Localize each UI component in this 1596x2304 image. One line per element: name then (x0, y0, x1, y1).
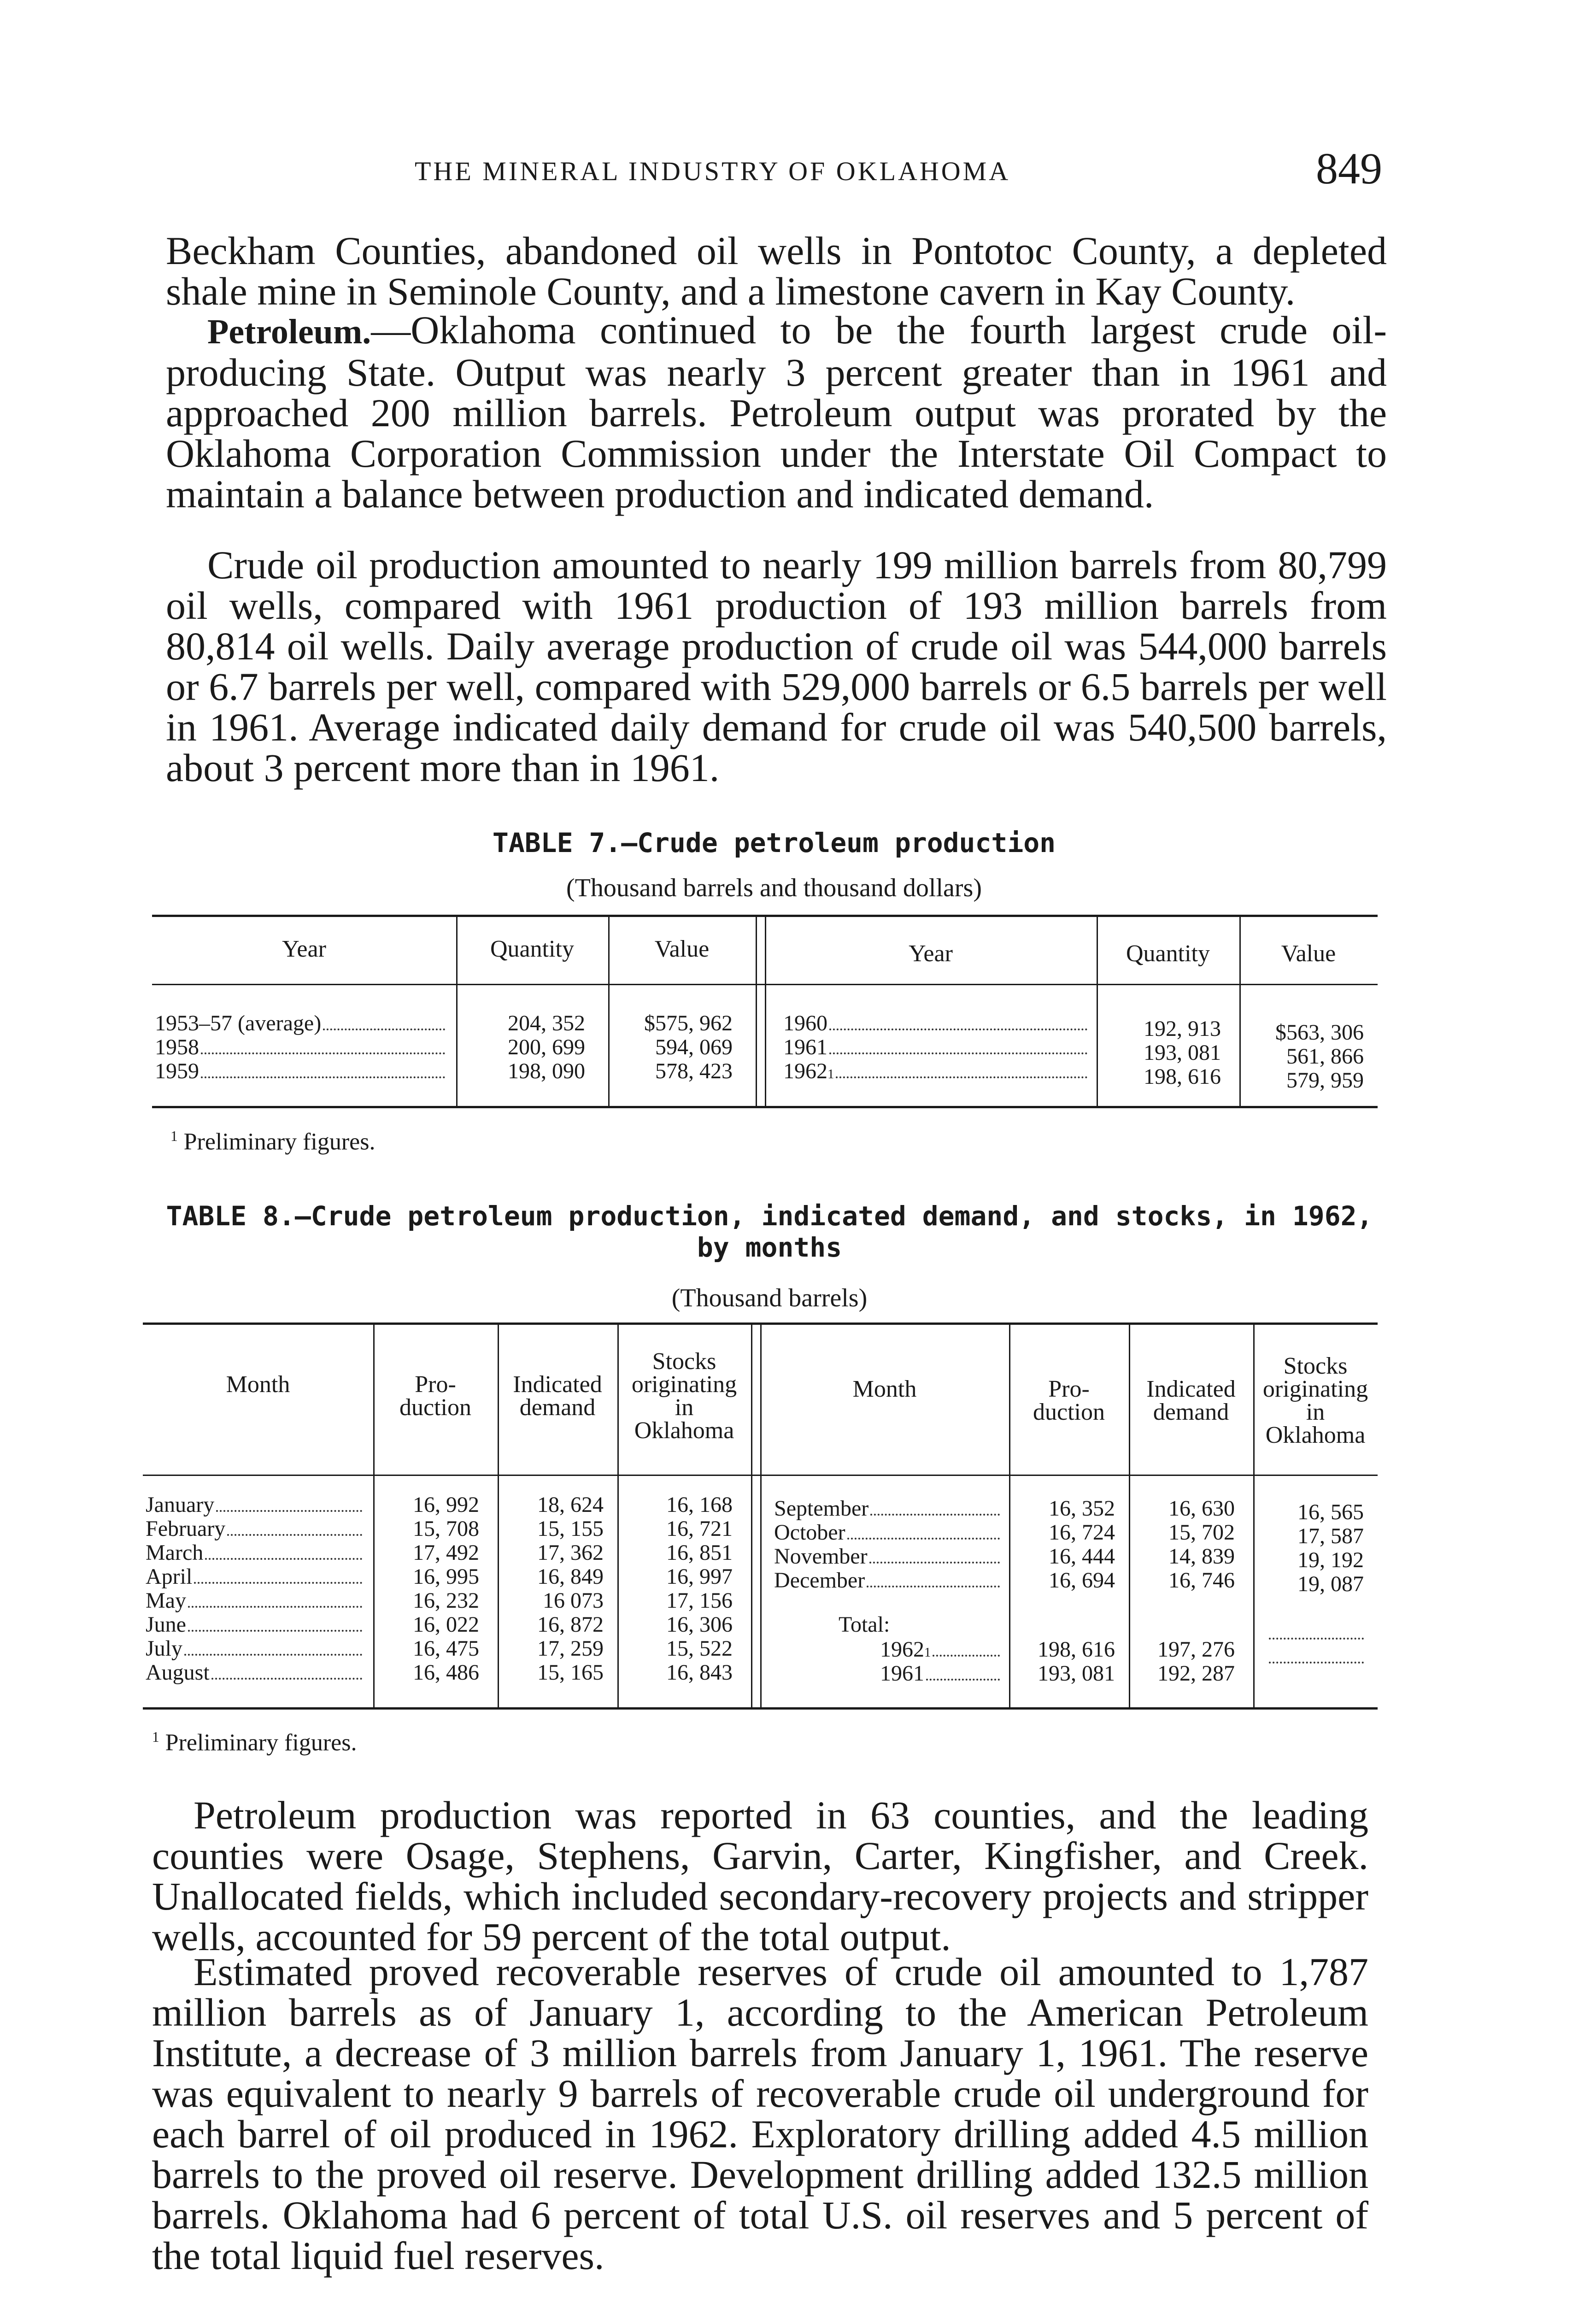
table8-title: TABLE 8.—Crude petroleum production, indicated demand, and stocks, in 1962, by months (166, 1200, 1373, 1263)
table8-header-month: Month (226, 1371, 290, 1398)
table8-total-production: 198, 616 193, 081 (1038, 1637, 1115, 1686)
table-row: May (146, 1589, 362, 1613)
table7-header-year: Year (282, 936, 326, 962)
table8-header-month-right: Month (852, 1376, 917, 1402)
table8-total-label: Total: (839, 1612, 890, 1637)
table-row: 1961 (783, 1035, 1087, 1059)
table-row: March (146, 1541, 362, 1565)
table8-left-months (146, 1493, 362, 1685)
running-title: THE MINERAL INDUSTRY OF OKLAHOMA (415, 156, 1011, 186)
table7-subtitle: (Thousand barrels and thousand dollars) (566, 874, 982, 902)
table8-right-demand: 16, 630 15, 702 14, 839 16, 746 (1168, 1496, 1235, 1593)
table8-header-stocks: Stocks originating in Oklahoma (631, 1348, 737, 1444)
table7-left-years (155, 1011, 445, 1083)
table8 (143, 1322, 1378, 1719)
paragraph-counties (152, 1795, 1368, 1957)
table8-right-stocks: 16, 565 17, 587 19, 192 19, 087 (1297, 1500, 1364, 1596)
table-row: 1958 (155, 1035, 445, 1059)
paragraph-text: —Oklahoma continued to be the fourth largest crude oil-producing State. Output was nearly 3 percent greater than in 1961 and approached 200 million barrels. Petroleum output was prorated by the Oklahoma Corporation Commission under the Interstate Oil Compact to maintain a balance between production and indicated demand. (166, 308, 1387, 516)
table-row: January (146, 1493, 362, 1517)
table8-left-demand: 18, 624 15, 155 17, 362 16, 849 16 073 16, 872 17, 259 15, 165 (537, 1493, 604, 1685)
page-number: 849 (1316, 144, 1382, 193)
table-row: 1959 (155, 1059, 445, 1083)
table8-header-production-right: Pro- duction (1033, 1376, 1105, 1425)
table8-total-stocks-blank (1267, 1638, 1364, 1686)
table7-left-value: $575, 962 594, 069 578, 423 (644, 1011, 733, 1083)
table-row: 1962 1 (783, 1059, 1087, 1083)
table7-header-quantity: Quantity (490, 936, 574, 962)
paragraph-text: Petroleum production was reported in 63 counties, and the leading counties were Osage, Stephens, Garvin, Carter, Kingfisher, and Creek. Unallocated fields, which included secondary-recovery projects and stripper wells, accounted for 59 percent of the total output. (152, 1793, 1368, 1959)
table-row: 1962 1 (880, 1638, 1000, 1662)
table7-right-quantity: 192, 913 193, 081 198, 616 (1144, 1017, 1221, 1089)
table-row: November (774, 1545, 1000, 1569)
table8-footnote: $^1$ Preliminary figures. (152, 1729, 357, 1756)
table-row: December (774, 1569, 1000, 1593)
table7-title: TABLE 7.—Crude petroleum production (492, 827, 1056, 858)
table7-header-value-right: Value (1281, 940, 1336, 967)
table8-subtitle: (Thousand barrels) (671, 1284, 868, 1312)
table8-header-production: Pro- duction (399, 1371, 471, 1421)
paragraph-crude-production (166, 545, 1387, 788)
page-header (166, 144, 1382, 197)
table8-left-stocks: 16, 168 16, 721 16, 851 16, 997 17, 156 16, 306 15, 522 16, 843 (666, 1493, 733, 1685)
table7-header-value: Value (654, 936, 710, 962)
table8-right-months (774, 1497, 1000, 1593)
table8-header-demand: Indicated demand (513, 1371, 602, 1421)
table-row: 1961 (880, 1662, 1000, 1686)
table7 (152, 915, 1378, 1117)
table7-left-quantity: 204, 352 200, 699 198, 090 (508, 1011, 585, 1083)
table7-header-quantity-right: Quantity (1126, 940, 1210, 967)
table7-footnote: $^1$ Preliminary figures. (170, 1128, 376, 1155)
table7-right-value: $563, 306 561, 866 579, 959 (1275, 1020, 1364, 1093)
paragraph-petroleum (166, 310, 1387, 514)
table8-left-production: 16, 992 15, 708 17, 492 16, 995 16, 232 16, 022 16, 475 16, 486 (413, 1493, 479, 1685)
paragraph-reserves (152, 1951, 1368, 2276)
table8-header-demand-right: Indicated demand (1146, 1376, 1236, 1425)
table-row: October (774, 1521, 1000, 1545)
table-row: 1953–57 (average) (155, 1011, 445, 1035)
table-row: September (774, 1497, 1000, 1521)
table-row: February (146, 1517, 362, 1541)
table-row: June (146, 1613, 362, 1637)
table8-total-demand: 197, 276 192, 287 (1157, 1637, 1235, 1686)
table-row: April (146, 1565, 362, 1589)
table-row: 1960 (783, 1011, 1087, 1035)
run-in-heading: Petroleum. (207, 312, 371, 351)
paragraph-text: Crude oil production amounted to nearly 199 million barrels from 80,799 oil wells, compared with 1961 production of 193 million barrels from 80,814 oil wells. Daily average production of crude oil was 544,000 barrels or 6.7 barrels per well, compared with 529,000 barrels or 6.5 barrels per well in 1961. Average indicated daily demand for crude oil was 540,500 barrels, about 3 percent more than in 1961. (166, 543, 1387, 790)
table8-total-years (880, 1638, 1000, 1686)
table-row: August (146, 1661, 362, 1685)
paragraph-text: Estimated proved recoverable reserves of crude oil amounted to 1,787 million barrels as of January 1, according to the American Petroleum Institute, a decrease of 3 million barrels from January 1, 1961. The reserve was equivalent to nearly 9 barrels of recoverable crude oil underground for each barrel of oil produced in 1962. Exploratory drilling added 4.5 million barrels to the proved oil reserve. Development drilling added 132.5 million barrels. Oklahoma had 6 percent of total U.S. oil reserves and 5 percent of the total liquid fuel reserves. (152, 1950, 1368, 2278)
table8-header-stocks-right: Stocks originating in Oklahoma (1262, 1353, 1368, 1448)
table-row: July (146, 1637, 362, 1661)
paragraph-intro (166, 230, 1387, 312)
table7-right-years (783, 1011, 1087, 1083)
paragraph-text: Beckham Counties, abandoned oil wells in Pontotoc County, a depleted shale mine in Seminole County, and a limestone cavern in Kay County. (166, 229, 1387, 313)
table8-right-production: 16, 352 16, 724 16, 444 16, 694 (1049, 1496, 1115, 1593)
table7-header-year-right: Year (909, 940, 953, 967)
